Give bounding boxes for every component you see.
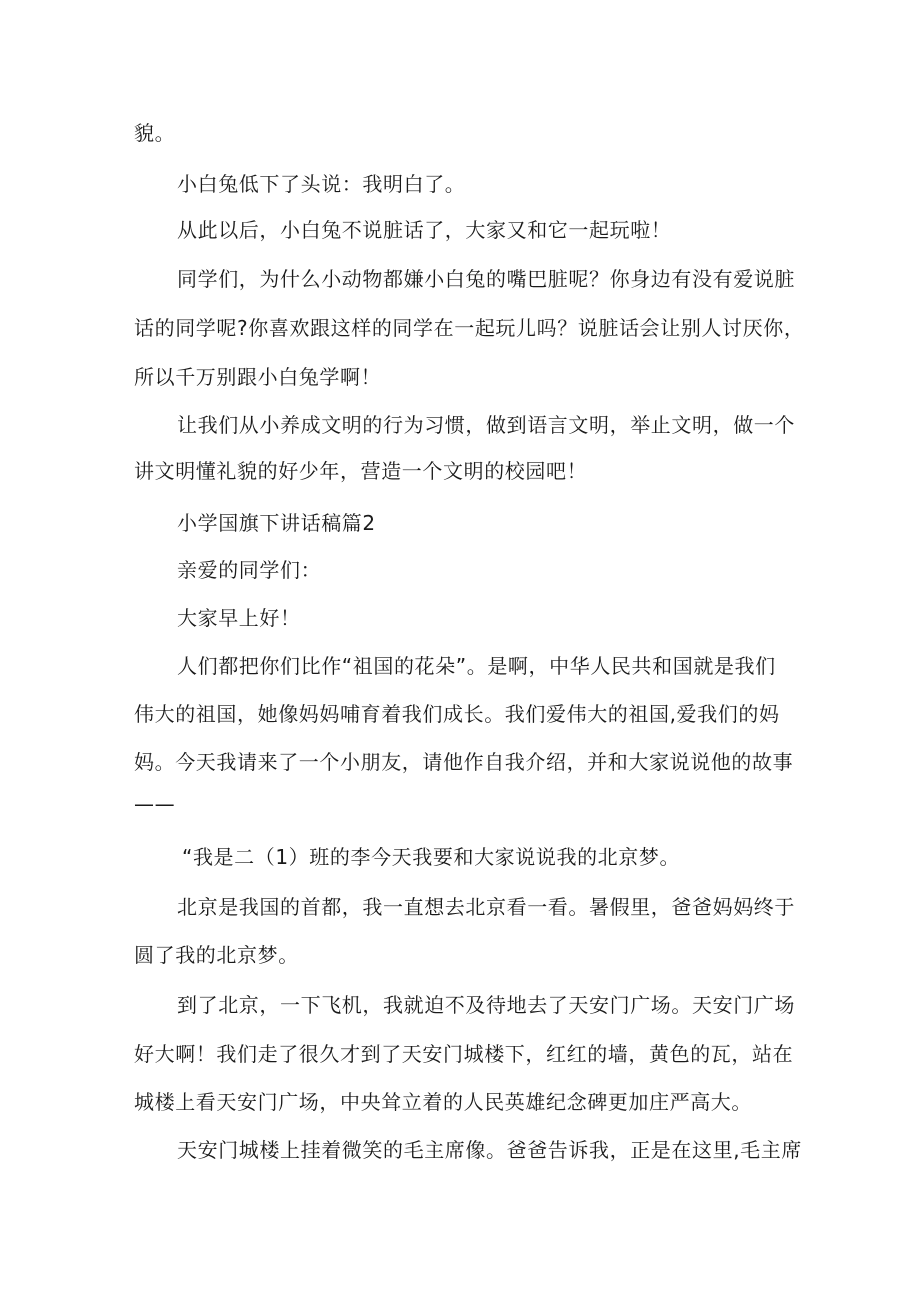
text-line: 大家早上好！: [177, 606, 301, 630]
text-line: 伟大的祖国，她像妈妈哺育着我们成长。我们爱伟大的祖国,爱我们的妈: [134, 702, 780, 726]
text-line: 小白兔低下了头说：我明白了。: [177, 172, 466, 196]
text-line: 让我们从小养成文明的行为习惯，做到语言文明，举止文明，做一个: [177, 413, 795, 437]
text-line: 人们都把你们比作“祖国的花朵”。是啊，中华人民共和国就是我们: [177, 654, 776, 678]
text-line: 所以千万别跟小白兔学啊！: [134, 365, 382, 389]
text-line: 亲爱的同学们：: [177, 558, 322, 582]
text-line: “我是二（1）班的李今天我要和大家说说我的北京梦。: [182, 845, 681, 869]
text-line: 从此以后，小白兔不说脏话了，大家又和它一起玩啦！: [177, 218, 672, 242]
text-line: 妈。今天我请来了一个小朋友，请他作自我介绍，并和大家说说他的故事: [134, 750, 794, 774]
text-line: 话的同学呢?你喜欢跟这样的同学在一起玩儿吗？说脏话会让别人讨厌你，: [134, 316, 805, 340]
text-line: 到了北京，一下飞机，我就迫不及待地去了天安门广场。天安门广场: [177, 993, 795, 1017]
text-line: 北京是我国的首都，我一直想去北京看一看。暑假里，爸爸妈妈终于: [177, 895, 795, 919]
text-line: 同学们，为什么小动物都嫌小白兔的嘴巴脏呢？你身边有没有爱说脏: [177, 267, 795, 291]
text-line: 圆了我的北京梦。: [134, 943, 299, 967]
text-line: 天安门城楼上挂着微笑的毛主席像。爸爸告诉我，正是在这里,毛主席: [177, 1138, 802, 1162]
text-line: 讲文明懂礼貌的好少年，营造一个文明的校园吧！: [134, 459, 588, 483]
text-line: 城楼上看天安门广场，中央耸立着的人民英雄纪念碑更加庄严高大。: [134, 1090, 752, 1114]
text-line: ——: [134, 792, 176, 816]
text-line: 貌。: [134, 121, 176, 145]
text-line: 好大啊！我们走了很久才到了天安门城楼下，红红的墙，黄色的瓦，站在: [134, 1042, 794, 1066]
section-heading: 小学国旗下讲话稿篇2: [177, 511, 376, 535]
